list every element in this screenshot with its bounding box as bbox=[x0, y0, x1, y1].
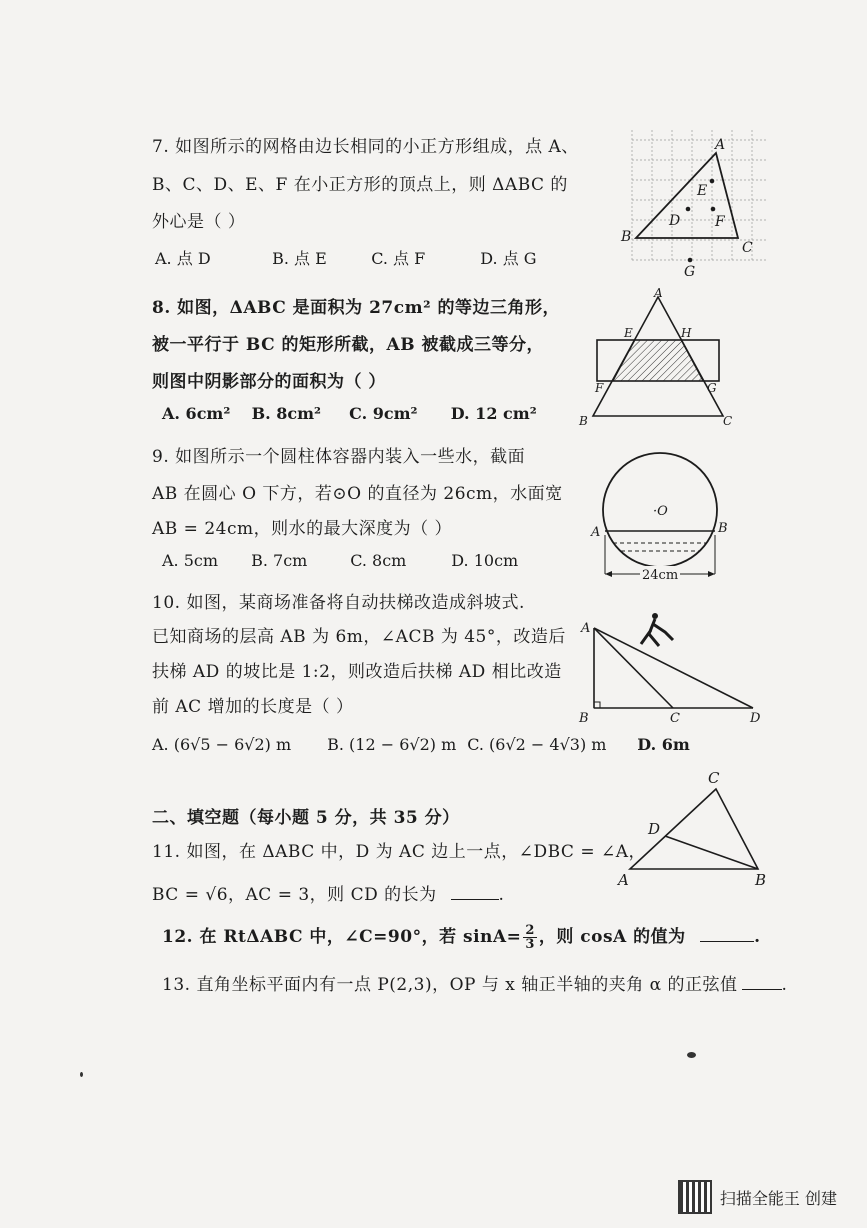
q9-line1: 9. 如图所示一个圆柱体容器内装入一些水，截面 bbox=[152, 447, 526, 467]
q8-option-b[interactable]: B. 8cm² bbox=[251, 404, 322, 423]
slope-ad bbox=[594, 628, 753, 708]
q12-end: . bbox=[754, 927, 761, 947]
q7-options bbox=[155, 246, 537, 269]
q11-answer-blank[interactable] bbox=[451, 885, 499, 900]
q8-line1: 8. 如图，ΔABC 是面积为 27cm² 的等边三角形， bbox=[152, 298, 560, 318]
label-c: C bbox=[723, 414, 733, 428]
q8-options bbox=[162, 404, 537, 423]
label-d: D bbox=[750, 711, 761, 726]
scan-speck bbox=[80, 1072, 83, 1077]
q12-suffix: ，则 cosA 的值为 bbox=[538, 927, 686, 947]
label-c: C bbox=[708, 769, 720, 787]
q10-option-c[interactable]: C. (6√2 − 4√3) m bbox=[467, 735, 607, 754]
q11-line2-text: BC = √6，AC = 3，则 CD 的长为 bbox=[152, 885, 437, 905]
q12-prefix: 12. 在 RtΔABC 中，∠C=90°，若 sinA= bbox=[162, 927, 522, 947]
escalator-ac bbox=[594, 628, 673, 708]
q10-option-b[interactable]: B. (12 − 6√2) m bbox=[327, 735, 457, 754]
q11-line2 bbox=[152, 880, 504, 905]
q9-figure bbox=[585, 440, 735, 590]
q9-line2: AB 在圆心 O 下方，若⊙O 的直径为 26cm，水面宽 bbox=[152, 484, 563, 504]
label-o: ·O bbox=[653, 504, 668, 519]
q9-line3: AB = 24cm，则水的最大深度为（ ） bbox=[152, 519, 452, 539]
label-width: 24cm bbox=[642, 568, 679, 583]
q7-line3: 外心是（ ） bbox=[152, 212, 246, 232]
scanner-watermark bbox=[678, 1180, 837, 1214]
point-f bbox=[711, 207, 716, 212]
q12-numerator: 2 bbox=[525, 923, 535, 938]
label-a: A bbox=[715, 137, 726, 153]
q7-option-a[interactable]: A. 点 D bbox=[155, 249, 211, 268]
label-e: E bbox=[697, 183, 708, 199]
q8-line2: 被一平行于 BC 的矩形所截，AB 被截成三等分， bbox=[152, 335, 545, 355]
shaded-region bbox=[613, 340, 703, 381]
label-b: B bbox=[579, 414, 588, 428]
label-c: C bbox=[742, 240, 753, 256]
q9-options bbox=[162, 551, 518, 570]
q10-line3: 扶梯 AD 的坡比是 1:2，则改造后扶梯 AD 相比改造 bbox=[152, 662, 562, 682]
q7-option-c[interactable]: C. 点 F bbox=[371, 249, 426, 268]
q8-figure bbox=[575, 285, 745, 430]
q13-line bbox=[162, 970, 787, 995]
q8-option-a[interactable]: A. 6cm² bbox=[162, 404, 231, 423]
q12-fraction bbox=[523, 924, 537, 951]
qr-code-icon bbox=[678, 1180, 712, 1214]
q7-option-d[interactable]: D. 点 G bbox=[480, 249, 537, 268]
label-b: B bbox=[718, 521, 728, 536]
q7-grid-figure bbox=[612, 125, 772, 285]
q10-figure bbox=[575, 608, 770, 728]
section-heading: 二、填空题（每小题 5 分，共 35 分） bbox=[152, 808, 460, 828]
label-a: A bbox=[591, 525, 601, 540]
q12-denominator: 3 bbox=[525, 937, 535, 952]
scan-speck bbox=[687, 1052, 696, 1058]
q9-option-b[interactable]: B. 7cm bbox=[251, 551, 308, 570]
q13-text: 13. 直角坐标平面内有一点 P(2,3)，OP 与 x 轴正半轴的夹角 α 的正弦值 bbox=[162, 975, 738, 995]
q7-line2: B、C、D、E、F 在小正方形的顶点上，则 ΔABC 的 bbox=[152, 175, 568, 195]
point-d bbox=[686, 207, 691, 212]
label-c: C bbox=[670, 711, 680, 726]
q9-option-a[interactable]: A. 5cm bbox=[162, 551, 219, 570]
label-f: F bbox=[715, 214, 725, 230]
point-g bbox=[688, 258, 693, 263]
q10-line1: 10. 如图，某商场准备将自动扶梯改造成斜坡式. bbox=[152, 593, 525, 613]
label-a: A bbox=[618, 871, 629, 889]
label-f: F bbox=[595, 381, 604, 395]
label-g: G bbox=[684, 264, 696, 280]
q11-line1: 11. 如图，在 ΔABC 中，D 为 AC 边上一点，∠DBC = ∠A， bbox=[152, 842, 647, 862]
q7-option-b[interactable]: B. 点 E bbox=[272, 249, 327, 268]
walking-person-icon bbox=[641, 613, 673, 646]
q10-option-d[interactable]: D. 6m bbox=[637, 735, 690, 754]
point-e bbox=[710, 179, 715, 184]
q12-line bbox=[162, 922, 761, 951]
q10-option-a[interactable]: A. (6√5 − 6√2) m bbox=[152, 735, 292, 754]
q8-option-c[interactable]: C. 9cm² bbox=[349, 404, 418, 423]
label-h: H bbox=[681, 326, 692, 340]
q8-option-d[interactable]: D. 12 cm² bbox=[450, 404, 537, 423]
q12-answer-blank[interactable] bbox=[700, 927, 754, 942]
label-b: B bbox=[579, 711, 589, 726]
q11-figure bbox=[612, 766, 772, 890]
q10-options bbox=[152, 735, 690, 754]
watermark-text: 扫描全能王 创建 bbox=[719, 1188, 837, 1208]
q10-line4: 前 AC 增加的长度是（ ） bbox=[152, 697, 354, 717]
label-a: A bbox=[654, 286, 663, 300]
q10-line2: 已知商场的层高 AB 为 6m，∠ACB 为 45°，改造后 bbox=[152, 627, 566, 647]
label-d: D bbox=[648, 820, 661, 838]
q9-option-d[interactable]: D. 10cm bbox=[451, 551, 519, 570]
label-g: G bbox=[707, 381, 717, 395]
q11-end: . bbox=[498, 885, 505, 905]
q8-line3: 则图中阴影部分的面积为（ ） bbox=[152, 372, 386, 392]
label-d: D bbox=[669, 213, 681, 229]
q7-line1: 7. 如图所示的网格由边长相同的小正方形组成，点 A、 bbox=[152, 137, 579, 157]
q13-answer-blank[interactable] bbox=[742, 975, 782, 990]
label-b: B bbox=[621, 229, 632, 245]
q13-end: . bbox=[781, 975, 788, 995]
label-b: B bbox=[755, 871, 767, 889]
label-e: E bbox=[624, 326, 633, 340]
label-a: A bbox=[581, 621, 591, 636]
q9-option-c[interactable]: C. 8cm bbox=[350, 551, 407, 570]
